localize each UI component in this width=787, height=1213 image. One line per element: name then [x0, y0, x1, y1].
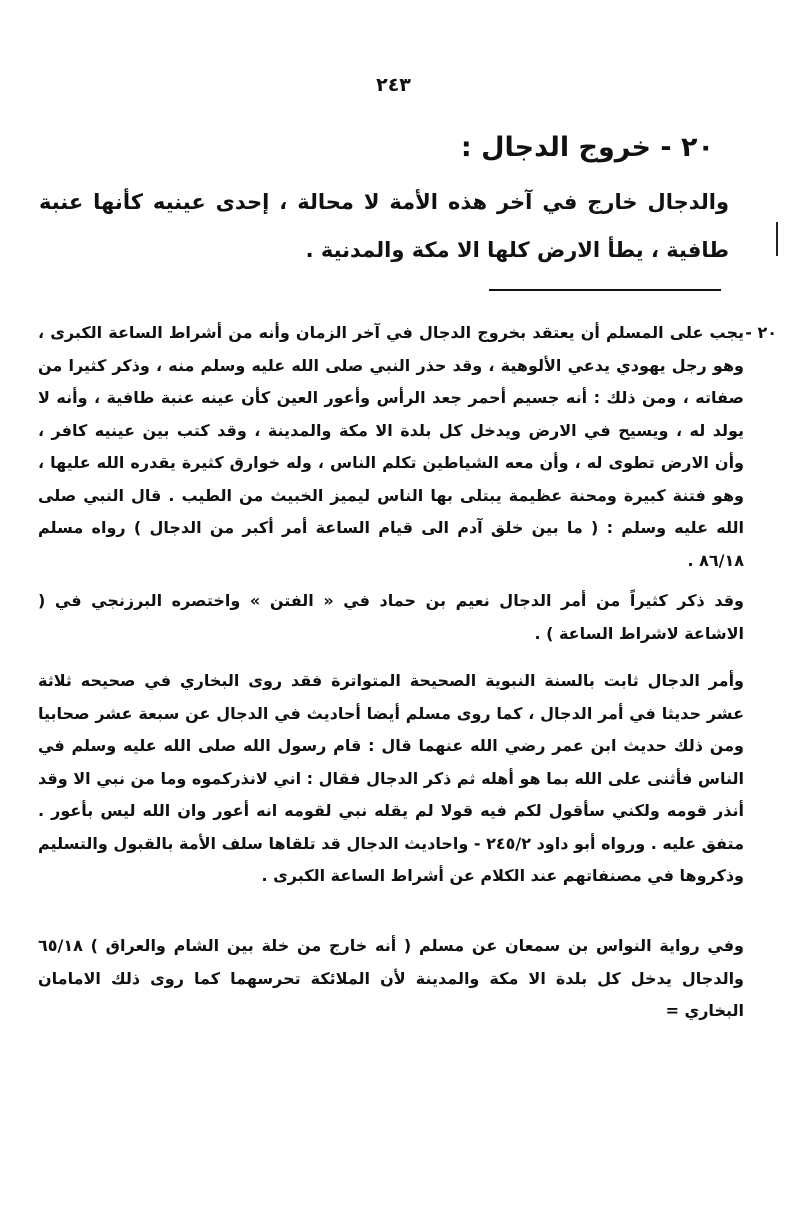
footnote-paragraph-1: يجب على المسلم أن يعتقد بخروج الدجال في آخر الزمان وأنه من أشراط الساعة الكبرى ، وهو رجل يهودي يدعي الألوهية ، وقد حذر النبي صلى الله عليه وسلم منه ، وذكر كثيرا من صفاته ، ومن ذلك : أنه جسيم أحمر جعد الرأس وأعور العين كأن عينه عنبة طافية ، وأنه لا يولد له ، ويسيح في الارض ويدخل كل بلدة الا مكة والمدينة ، وقد كتب بين عينيه كافر ، وأن الارض تطوى له ، وأن معه الشياطين تكلم الناس ، وله خوارق كثيرة يقدره الله عليها ، وهو فتنة كبيرة ومحنة عظيمة يبتلى بها الناس ليميز الخبيث من الطيب . قال النبي صلى الله عليه وسلم : ( ما بين خلق آدم الى قيام الساعة أمر أكبر من الدجال ) رواه مسلم ٨٦/١٨ .: [38, 323, 744, 570]
footnote-number: ٢٠ -: [745, 323, 777, 342]
section-heading: ٢٠ - خروج الدجال :: [460, 132, 714, 163]
margin-mark: [776, 222, 778, 256]
page-number: ٢٤٣: [376, 74, 411, 96]
footnote-paragraph-4: وفي رواية النواس بن سمعان عن مسلم ( أنه خارج من خلة بين الشام والعراق ) ٦٥/١٨ والدجال يدخل كل بلدة الا مكة والمدينة لأن الملائكة تحرسهما كما روى ذلك الامامان البخاري =: [38, 936, 744, 1020]
footnote-paragraph-3: وأمر الدجال ثابت بالسنة النبوية الصحيحة المتواترة فقد روى البخاري في صحيحه ثلاثة عشر حديثا في أمر الدجال ، كما روى مسلم أيضا أحاديث في الدجال عن سبعة عشر صحابيا ومن ذلك حديث ابن عمر رضي الله عنهما قال : قام رسول الله صلى الله عليه وسلم في الناس فأثنى على الله بما هو أهله ثم ذكر الدجال فقال : اني لانذركموه وما من نبي الا وقد أنذر قومه ولكني سأقول لكم فيه قولا لم يقله نبي لقومه انه أعور وان الله ليس بأعور . متفق عليه . ورواه أبو داود ٢٤٥/٢ - واحاديث الدجال قد تلقاها سلف الأمة بالقبول والتسليم وذكروها في مصنفاتهم عند الكلام عن أشراط الساعة الكبرى .: [38, 671, 744, 885]
main-paragraph: والدجال خارج في آخر هذه الأمة لا محالة ، إحدى عينيه كأنها عنبة طافية ، يطأ الارض كلها الا مكة والمدنية .: [39, 190, 729, 262]
footnote-paragraph-2: وقد ذكر كثيراً من أمر الدجال نعيم بن حماد في « الفتن » واختصره البرزنجي في ( الاشاعة لاشراط الساعة ) .: [38, 591, 744, 643]
footnote-separator: [489, 289, 721, 291]
